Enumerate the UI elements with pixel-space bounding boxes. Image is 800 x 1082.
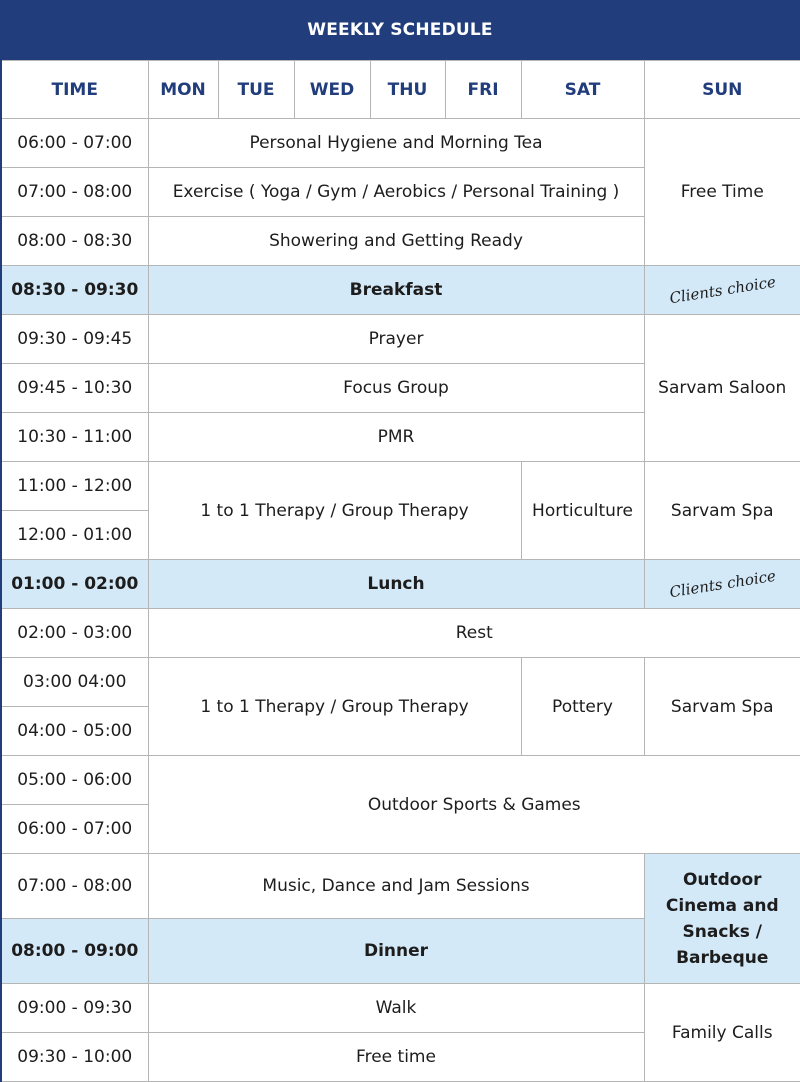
table-row xyxy=(1,609,800,658)
clients-choice-text: Clients choice xyxy=(667,272,777,308)
sun-saloon-cell: Sarvam Saloon xyxy=(644,315,800,462)
activity-cell: Dinner xyxy=(148,919,644,984)
activity-cell: Walk xyxy=(148,984,644,1033)
column-header-wed: WED xyxy=(294,61,370,119)
table-row xyxy=(1,462,800,511)
table-row xyxy=(1,658,800,707)
activity-cell: Rest xyxy=(148,609,800,658)
time-cell: 07:00 - 08:00 xyxy=(1,854,148,919)
time-cell: 08:00 - 08:30 xyxy=(1,217,148,266)
column-header-fri: FRI xyxy=(445,61,521,119)
sun-choice-cell xyxy=(644,560,800,609)
sun-cinema-cell: Outdoor Cinema and Snacks / Barbeque xyxy=(644,854,800,984)
therapy-cell: 1 to 1 Therapy / Group Therapy xyxy=(148,462,521,560)
activity-cell: Music, Dance and Jam Sessions xyxy=(148,854,644,919)
activity-cell: Showering and Getting Ready xyxy=(148,217,644,266)
activity-cell: Exercise ( Yoga / Gym / Aerobics / Personal Training ) xyxy=(148,168,644,217)
outdoor-sports-cell: Outdoor Sports & Games xyxy=(148,756,800,854)
time-cell: 11:00 - 12:00 xyxy=(1,462,148,511)
table-row xyxy=(1,560,800,609)
column-header-sat: SAT xyxy=(521,61,644,119)
header-row xyxy=(1,61,800,119)
table-row xyxy=(1,756,800,805)
sat-pottery-cell: Pottery xyxy=(521,658,644,756)
time-cell: 09:45 - 10:30 xyxy=(1,364,148,413)
time-cell: 09:00 - 09:30 xyxy=(1,984,148,1033)
activity-cell: Prayer xyxy=(148,315,644,364)
table-row xyxy=(1,984,800,1033)
time-cell: 08:00 - 09:00 xyxy=(1,919,148,984)
sun-free-time-cell: Free Time xyxy=(644,119,800,266)
time-cell: 01:00 - 02:00 xyxy=(1,560,148,609)
table-row xyxy=(1,266,800,315)
page-title: WEEKLY SCHEDULE xyxy=(0,0,800,60)
column-header-mon: MON xyxy=(148,61,218,119)
sun-choice-cell xyxy=(644,266,800,315)
sat-horticulture-cell: Horticulture xyxy=(521,462,644,560)
column-header-time: TIME xyxy=(1,61,148,119)
therapy-cell: 1 to 1 Therapy / Group Therapy xyxy=(148,658,521,756)
time-cell: 06:00 - 07:00 xyxy=(1,805,148,854)
column-header-thu: THU xyxy=(370,61,445,119)
weekly-schedule-table xyxy=(0,60,800,1082)
time-cell: 09:30 - 09:45 xyxy=(1,315,148,364)
time-cell: 12:00 - 01:00 xyxy=(1,511,148,560)
clients-choice-text: Clients choice xyxy=(667,566,777,602)
time-cell: 05:00 - 06:00 xyxy=(1,756,148,805)
activity-cell: Lunch xyxy=(148,560,644,609)
sun-family-calls-cell: Family Calls xyxy=(644,984,800,1082)
sun-spa-cell: Sarvam Spa xyxy=(644,658,800,756)
sun-spa-cell: Sarvam Spa xyxy=(644,462,800,560)
time-cell: 04:00 - 05:00 xyxy=(1,707,148,756)
activity-cell: PMR xyxy=(148,413,644,462)
table-row xyxy=(1,854,800,919)
time-cell: 02:00 - 03:00 xyxy=(1,609,148,658)
time-cell: 10:30 - 11:00 xyxy=(1,413,148,462)
time-cell: 07:00 - 08:00 xyxy=(1,168,148,217)
activity-cell: Breakfast xyxy=(148,266,644,315)
time-cell: 03:00 04:00 xyxy=(1,658,148,707)
table-row xyxy=(1,315,800,364)
time-cell: 08:30 - 09:30 xyxy=(1,266,148,315)
activity-cell: Personal Hygiene and Morning Tea xyxy=(148,119,644,168)
time-cell: 06:00 - 07:00 xyxy=(1,119,148,168)
table-row xyxy=(1,119,800,168)
activity-cell: Focus Group xyxy=(148,364,644,413)
time-cell: 09:30 - 10:00 xyxy=(1,1033,148,1082)
column-header-tue: TUE xyxy=(218,61,294,119)
column-header-sun: SUN xyxy=(644,61,800,119)
activity-cell: Free time xyxy=(148,1033,644,1082)
